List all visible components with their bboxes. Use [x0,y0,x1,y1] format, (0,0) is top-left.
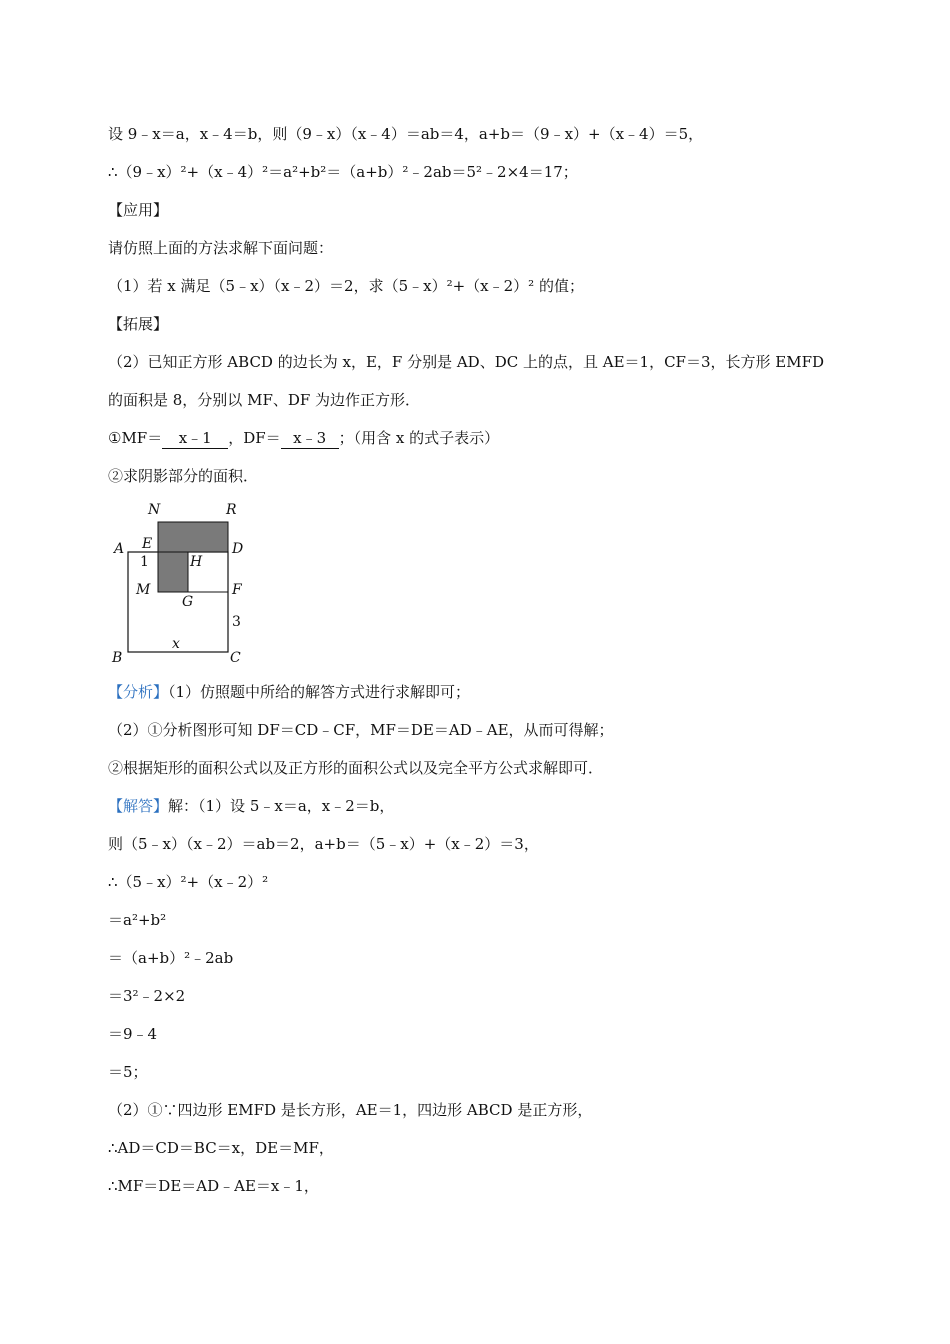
question-2: （2）已知正方形 ABCD 的边长为 x，E，F 分别是 AD、DC 上的点，且 AE＝1，CF＝3，长方形 EMFD [108,353,825,371]
solution-line: ＝3²﹣2×2 [108,987,186,1005]
analysis-line-1 [108,682,470,702]
solution-line: ∴（5﹣x）²+（x﹣2）² [108,873,269,891]
solution-line: ∴AD＝CD＝BC＝x，DE＝MF， [108,1139,334,1157]
q2-1-prefix: ①MF＝ [108,429,163,447]
df-answer: x﹣3 [281,428,339,449]
label-r: R [226,502,237,518]
section-heading: 【拓展】 [108,315,169,333]
label-x: x [172,636,180,652]
solution-line: ＝（a+b）²﹣2ab [108,949,234,967]
text-line: ∴（9﹣x）²+（x﹣4）²＝a²+b²＝（a+b）²﹣2ab＝5²﹣2×4＝17； [108,163,578,181]
q2-1-suffix: ；（用含 x 的式子表示） [338,429,500,447]
analysis-tag: 【分析】 [108,683,169,701]
label-g: G [182,594,194,610]
label-n: N [148,502,161,518]
text-line: 的面积是 8，分别以 MF、DF 为边作正方形． [108,391,421,409]
label-b: B [112,650,123,666]
text-line: 请仿照上面的方法求解下面问题： [108,239,334,257]
question-2-1 [108,428,499,449]
label-a: A [114,541,125,557]
label-e: E [142,536,153,552]
solution-line: 则（5﹣x）（x﹣2）＝ab＝2，a+b＝（5﹣x）+（x﹣2）＝3， [108,835,539,853]
geometry-figure [108,496,258,668]
label-f: F [232,582,242,598]
question-1: （1）若 x 满足（5﹣x）（x﹣2）＝2，求（5﹣x）²+（x﹣2）² 的值； [108,277,584,295]
solution-line: ＝5； [108,1063,148,1081]
question-2-2: ②求阴影部分的面积． [108,467,259,485]
mf-answer: x﹣1 [162,428,228,449]
solution-line-1 [108,796,394,816]
solution-line: ＝9﹣4 [108,1025,158,1043]
solution-line: ＝a²+b² [108,911,167,929]
label-d: D [232,541,244,557]
section-heading: 【应用】 [108,201,169,219]
label-h: H [190,554,203,570]
label-c: C [230,650,241,666]
label-3: 3 [232,614,241,630]
shaded-top [158,522,228,552]
analysis-text: （1）仿照题中所给的解答方式进行求解即可； [168,683,471,701]
text-line: 设 9﹣x＝a，x﹣4＝b，则（9﹣x）（x﹣4）＝ab＝4，a+b＝（9﹣x）+（x﹣4）＝5， [108,125,704,143]
solution-text: 解：（1）设 5﹣x＝a，x﹣2＝b， [168,797,395,815]
solution-line: ∴MF＝DE＝AD﹣AE＝x﹣1， [108,1177,319,1195]
solution-line: （2）①∵四边形 EMFD 是长方形，AE＝1，四边形 ABCD 是正方形， [108,1101,593,1119]
analysis-line-3: ②根据矩形的面积公式以及正方形的面积公式以及完全平方公式求解即可． [108,759,604,777]
analysis-line-2: （2）①分析图形可知 DF＝CD﹣CF，MF＝DE＝AD﹣AE，从而可得解； [108,721,614,739]
shaded-left [158,552,188,592]
label-1: 1 [140,554,149,570]
solution-tag: 【解答】 [108,797,169,815]
label-m: M [136,582,151,598]
q2-1-mid: ，DF＝ [228,429,281,447]
